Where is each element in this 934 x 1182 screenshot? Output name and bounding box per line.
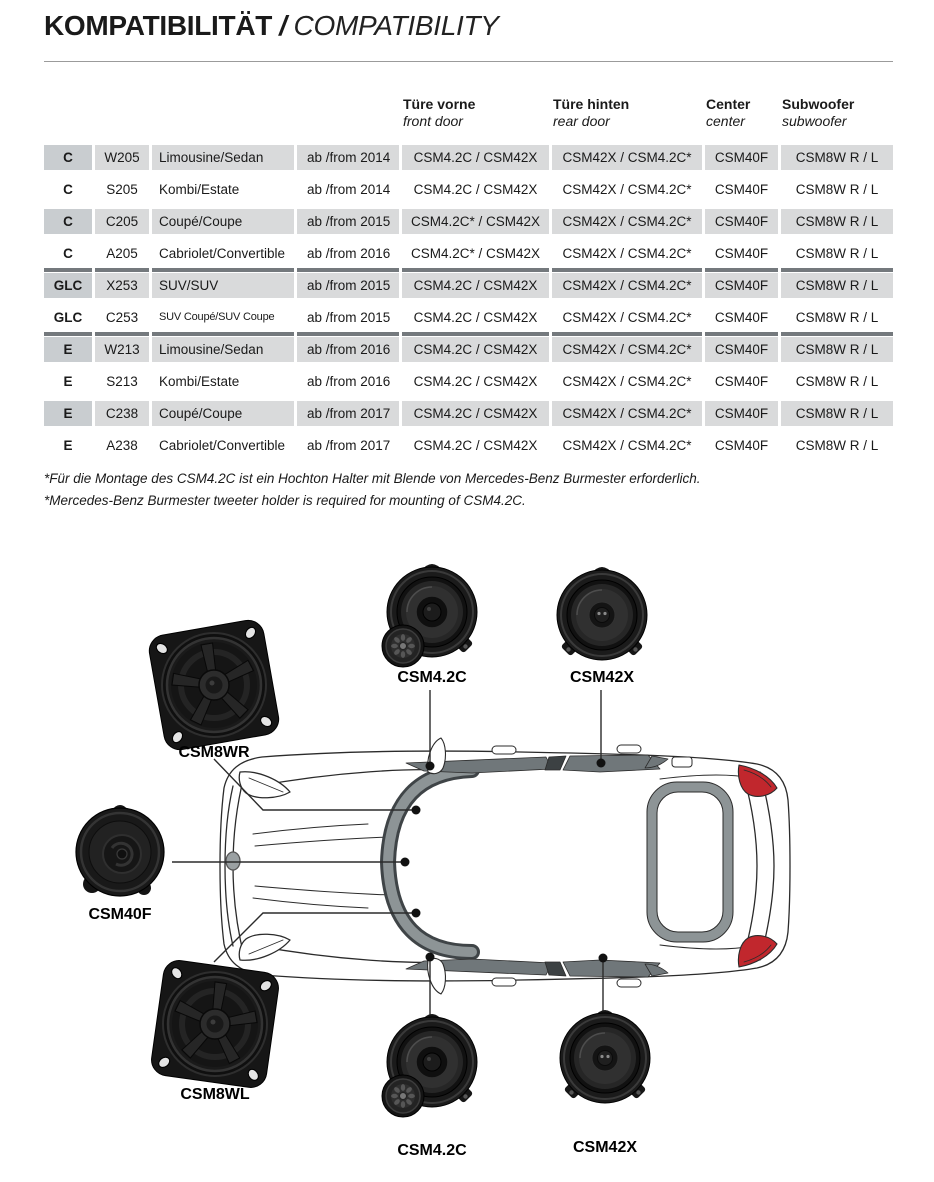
cell-body: SUV Coupé/SUV Coupe xyxy=(159,311,275,323)
header-spacer xyxy=(297,96,399,130)
speaker-image-csm4.2c xyxy=(382,1014,477,1117)
speaker-label-csm42x: CSM42X xyxy=(572,1139,638,1156)
mount-point-dot xyxy=(597,759,606,768)
cell-front-door: CSM4.2C / CSM42X xyxy=(402,273,549,298)
cell-center: CSM40F xyxy=(705,209,778,234)
cell-rear-door: CSM42X / CSM4.2C* xyxy=(552,145,702,170)
cell-subwoofer: CSM8W R / L xyxy=(781,209,893,234)
header-spacer xyxy=(95,96,149,130)
cell-front-door: CSM4.2C / CSM42X xyxy=(413,438,538,453)
col-header-front-door xyxy=(402,96,549,130)
footnotes xyxy=(44,468,701,512)
group-separator-segment xyxy=(152,332,294,336)
cell-center: CSM40F xyxy=(714,310,769,325)
cell-body: Coupé/Coupe xyxy=(152,401,294,426)
cell-rear-door: CSM42X / CSM4.2C* xyxy=(552,209,702,234)
cell-rear-door: CSM42X / CSM4.2C* xyxy=(562,182,692,197)
cell-body: Kombi/Estate xyxy=(159,182,240,197)
speaker-image-csm40f xyxy=(76,805,164,896)
group-separator-segment xyxy=(95,268,149,272)
cell-body: Cabriolet/Convertible xyxy=(159,438,286,453)
car-top-view xyxy=(220,738,790,994)
cell-year: ab /from 2015 xyxy=(307,310,391,325)
group-separator-segment xyxy=(705,268,778,272)
fuel-door xyxy=(672,757,692,767)
cell-body: Kombi/Estate xyxy=(159,374,240,389)
cell-subwoofer: CSM8W R / L xyxy=(781,145,893,170)
group-separator-segment xyxy=(297,332,399,336)
mount-point-dot xyxy=(412,909,421,918)
cell-front-door: CSM4.2C / CSM42X xyxy=(413,310,538,325)
mount-point-dot xyxy=(426,762,435,771)
group-separator-segment xyxy=(297,268,399,272)
page-title-english: COMPATIBILITY xyxy=(293,10,499,41)
cell-class: C xyxy=(63,182,73,197)
group-separator xyxy=(44,332,893,336)
col-header-front-door-en: front door xyxy=(403,113,463,129)
cell-model: S205 xyxy=(106,182,138,197)
compatibility-table xyxy=(44,96,893,465)
table-row xyxy=(44,337,893,362)
cell-model: W213 xyxy=(95,337,149,362)
cell-year: ab /from 2014 xyxy=(307,182,391,197)
table-row xyxy=(44,241,893,266)
title-separator-slash: / xyxy=(279,10,287,41)
mount-point-dot xyxy=(412,806,421,815)
group-separator-segment xyxy=(95,332,149,336)
cell-subwoofer: CSM8W R / L xyxy=(781,401,893,426)
group-separator-segment xyxy=(781,268,893,272)
group-separator-segment xyxy=(781,332,893,336)
compatibility-table-rows xyxy=(44,145,893,458)
page-title-german: KOMPATIBILITÄT xyxy=(44,10,273,41)
group-separator-segment xyxy=(402,268,549,272)
cell-body: Cabriolet/Convertible xyxy=(159,246,286,261)
cell-subwoofer: CSM8W R / L xyxy=(795,246,879,261)
cell-subwoofer: CSM8W R / L xyxy=(781,273,893,298)
cell-year: ab /from 2016 xyxy=(307,374,391,389)
cell-model: S213 xyxy=(106,374,138,389)
cell-center: CSM40F xyxy=(714,182,769,197)
col-header-center xyxy=(705,96,778,130)
cell-body: Limousine/Sedan xyxy=(152,145,294,170)
cell-model: A205 xyxy=(106,246,138,261)
cell-model: X253 xyxy=(95,273,149,298)
col-header-front-door-de: Türe vorne xyxy=(403,96,476,112)
speaker-label-csm4.2c: CSM4.2C xyxy=(397,1142,467,1159)
table-row xyxy=(44,369,893,394)
cell-rear-door: CSM42X / CSM4.2C* xyxy=(552,401,702,426)
col-header-rear-door-de: Türe hinten xyxy=(553,96,630,112)
cell-class: C xyxy=(44,145,92,170)
mount-point-dot xyxy=(599,954,608,963)
group-separator-segment xyxy=(44,332,92,336)
cell-front-door: CSM4.2C / CSM42X xyxy=(413,182,538,197)
cell-center: CSM40F xyxy=(705,337,778,362)
speaker-label-csm42x: CSM42X xyxy=(569,669,635,686)
cell-subwoofer: CSM8W R / L xyxy=(795,182,879,197)
cell-model: C205 xyxy=(95,209,149,234)
col-header-rear-door xyxy=(552,96,702,130)
table-row xyxy=(44,145,893,170)
speaker-image-csm42x xyxy=(560,1010,650,1103)
cell-year: ab /from 2017 xyxy=(297,401,399,426)
group-separator-segment xyxy=(152,268,294,272)
col-header-subwoofer xyxy=(781,96,893,130)
cell-year: ab /from 2015 xyxy=(297,273,399,298)
table-row xyxy=(44,433,893,458)
group-separator-segment xyxy=(552,332,702,336)
cell-year: ab /from 2014 xyxy=(297,145,399,170)
cell-year: ab /from 2015 xyxy=(297,209,399,234)
page-title xyxy=(44,10,499,42)
cell-class: C xyxy=(44,209,92,234)
cell-rear-door: CSM42X / CSM4.2C* xyxy=(562,374,692,389)
table-row xyxy=(44,273,893,298)
cell-front-door: CSM4.2C* / CSM42X xyxy=(402,209,549,234)
cell-model: W205 xyxy=(95,145,149,170)
speaker-label-csm8wr: CSM8WR xyxy=(178,744,250,761)
speaker-label-csm4.2c: CSM4.2C xyxy=(397,669,467,686)
cell-rear-door: CSM42X / CSM4.2C* xyxy=(552,337,702,362)
speaker-label-csm8wl: CSM8WL xyxy=(180,1086,250,1103)
rear-window xyxy=(652,787,728,937)
footnote-german: *Für die Montage des CSM4.2C ist ein Hochton Halter mit Blende von Mercedes-Benz Burmester erforderlich. xyxy=(44,471,701,486)
cell-center: CSM40F xyxy=(714,438,769,453)
cell-subwoofer: CSM8W R / L xyxy=(795,374,879,389)
front-badge xyxy=(226,852,240,870)
cell-center: CSM40F xyxy=(705,401,778,426)
rear-door-window-right xyxy=(563,960,660,977)
cell-year: ab /from 2016 xyxy=(307,246,391,261)
cell-model: C238 xyxy=(95,401,149,426)
cell-subwoofer: CSM8W R / L xyxy=(781,337,893,362)
cell-class: GLC xyxy=(53,310,83,325)
cell-rear-door: CSM42X / CSM4.2C* xyxy=(562,246,692,261)
cell-body: Coupé/Coupe xyxy=(152,209,294,234)
cell-center: CSM40F xyxy=(705,145,778,170)
installation-diagram xyxy=(0,552,934,1182)
col-header-center-en: center xyxy=(706,113,745,129)
table-row xyxy=(44,401,893,426)
table-row xyxy=(44,177,893,202)
group-separator-segment xyxy=(402,332,549,336)
header-spacer xyxy=(44,96,92,130)
cell-front-door: CSM4.2C / CSM42X xyxy=(402,337,549,362)
cell-class: GLC xyxy=(44,273,92,298)
group-separator xyxy=(44,268,893,272)
speaker-image-csm8wr xyxy=(147,618,281,752)
mount-point-dot xyxy=(401,858,410,867)
cell-year: ab /from 2017 xyxy=(307,438,391,453)
cell-rear-door: CSM42X / CSM4.2C* xyxy=(552,273,702,298)
cell-center: CSM40F xyxy=(714,246,769,261)
cell-subwoofer: CSM8W R / L xyxy=(795,438,879,453)
cell-front-door: CSM4.2C / CSM42X xyxy=(402,145,549,170)
col-header-subwoofer-en: subwoofer xyxy=(782,113,847,129)
cell-center: CSM40F xyxy=(714,374,769,389)
cell-front-door: CSM4.2C / CSM42X xyxy=(402,401,549,426)
speaker-image-csm8wl xyxy=(149,958,280,1089)
footnote-english: *Mercedes-Benz Burmester tweeter holder is required for mounting of CSM4.2C. xyxy=(44,493,526,508)
col-header-subwoofer-de: Subwoofer xyxy=(782,96,855,112)
cell-body: SUV/SUV xyxy=(152,273,294,298)
col-header-rear-door-en: rear door xyxy=(553,113,610,129)
speaker-image-csm42x xyxy=(557,567,647,660)
title-divider-line xyxy=(44,61,893,62)
group-separator-segment xyxy=(44,268,92,272)
cell-class: C xyxy=(63,246,73,261)
table-header-row xyxy=(44,96,893,130)
header-spacer xyxy=(152,96,294,130)
cell-body: Limousine/Sedan xyxy=(152,337,294,362)
cell-subwoofer: CSM8W R / L xyxy=(795,310,879,325)
mount-point-dot xyxy=(426,953,435,962)
cell-year: ab /from 2016 xyxy=(297,337,399,362)
cell-class: E xyxy=(63,374,73,389)
table-row xyxy=(44,305,893,330)
door-handle xyxy=(492,746,516,754)
speaker-label-csm40f: CSM40F xyxy=(88,906,152,923)
cell-class: E xyxy=(63,438,73,453)
cell-front-door: CSM4.2C / CSM42X xyxy=(413,374,538,389)
col-header-center-de: Center xyxy=(706,96,751,112)
rear-door-window-left xyxy=(563,755,660,772)
cell-model: C253 xyxy=(105,310,139,325)
door-handle xyxy=(617,745,641,753)
cell-front-door: CSM4.2C* / CSM42X xyxy=(410,246,541,261)
cell-class: E xyxy=(44,401,92,426)
door-handle xyxy=(617,979,641,987)
cell-center: CSM40F xyxy=(705,273,778,298)
speaker-image-csm4.2c xyxy=(382,564,477,667)
cell-class: E xyxy=(44,337,92,362)
table-row xyxy=(44,209,893,234)
group-separator-segment xyxy=(552,268,702,272)
cell-rear-door: CSM42X / CSM4.2C* xyxy=(562,310,692,325)
cell-rear-door: CSM42X / CSM4.2C* xyxy=(562,438,692,453)
cell-model: A238 xyxy=(106,438,138,453)
group-separator-segment xyxy=(705,332,778,336)
door-handle xyxy=(492,978,516,986)
